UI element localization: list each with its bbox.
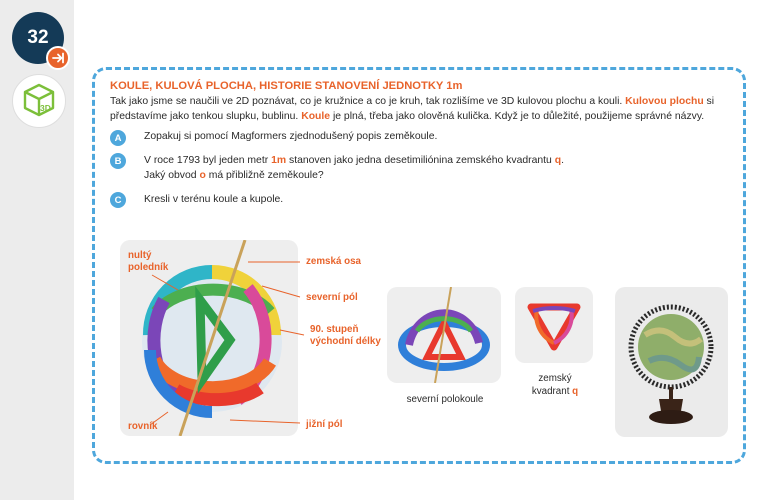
label-zemska-osa: zemská osa [306,256,362,267]
label-jizni-pol: jižní pól [306,419,343,430]
hemisphere-photo [387,287,501,383]
task-c-badge: C [110,192,126,208]
caption-zemsky-kvadrant: zemský kvadrant q [531,373,579,397]
label-nulty-polednik: nultý poledník [128,250,169,273]
globe-photo [615,287,728,437]
label-severni-pol: severní pól [306,292,358,303]
task-a-badge: A [110,130,126,146]
label-rovnik: rovník [128,421,158,432]
caption-severni-polokoule: severní polokoule [406,394,484,405]
task-b-text: V roce 1793 byl jeden metr 1m stanoven jako jedna desetimiliónina zemského kvadrantu q. Jaký obvod o má přibližně zeměkoule? [144,155,564,181]
task-c-text: Kresli v terénu koule a kupole. [144,194,284,205]
intro-paragraph: Tak jako jsme se naučili ve 2D poznávat, co je kružnice a co je kruh, tak rozlišíme ve 3D kulovou plochu a kouli. Kulovou plochu si představíme jako tenkou slupku, bublinu. Koule je plná, třeba jako olověná kulička. Když je to důležité, použijeme správné názvy. [110,96,715,122]
quadrant-photo [515,287,593,363]
section-title: KOULE, KULOVÁ PLOCHA, HISTORIE STANOVENÍ JEDNOTKY 1m [110,80,463,92]
page-number: 32 [12,12,64,64]
task-b-badge: B [110,153,126,169]
label-90-stupen: 90. stupeň východní délky [310,324,381,347]
task-a-text: Zopakuj si pomocí Magformers zjednodušený popis zeměkoule. [144,131,438,142]
badge-3d-text: 3D [40,103,51,113]
